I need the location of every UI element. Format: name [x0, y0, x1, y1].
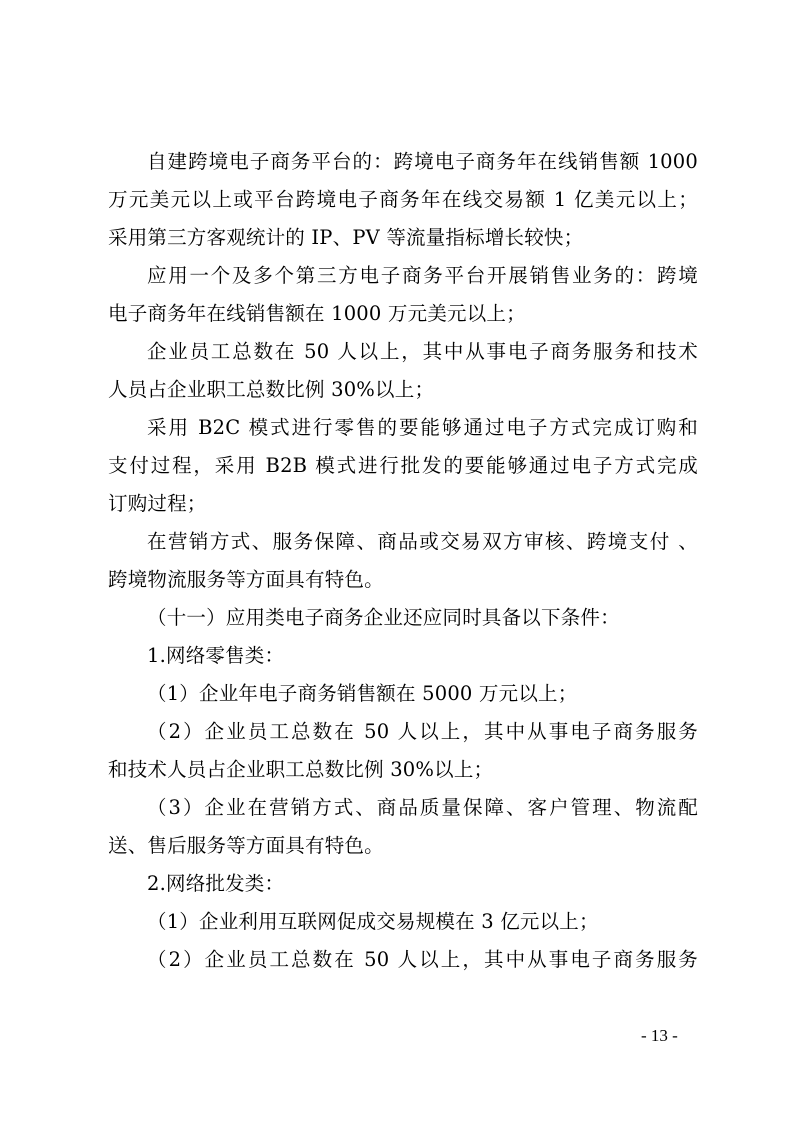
- subsection-heading: 2.网络批发类：: [147, 872, 285, 895]
- paragraph-line: 人员占企业职工总数比例 30%以上；: [108, 378, 435, 401]
- page-number: - 13 -: [641, 1026, 678, 1045]
- paragraph-line: 送、售后服务等方面具有特色。: [108, 834, 384, 857]
- paragraph-line: 采用第三方客观统计的 IP、PV 等流量指标增长较快；: [108, 226, 584, 249]
- paragraph-line: 在营销方式、服务保障、商品或交易双方审核、跨境支付 、: [147, 530, 698, 553]
- paragraph-line: 万元美元以上或平台跨境电子商务年在线交易额 1 亿美元以上；: [108, 188, 698, 211]
- paragraph-line: 企业员工总数在 50 人以上，其中从事电子商务服务和技术: [147, 340, 698, 363]
- paragraph-line: 自建跨境电子商务平台的：跨境电子商务年在线销售额 1000: [147, 150, 698, 173]
- list-item: （1）企业利用互联网促成交易规模在 3 亿元以上；: [147, 910, 599, 933]
- paragraph-line: 应用一个及多个第三方电子商务平台开展销售业务的：跨境: [147, 264, 698, 287]
- subsection-heading: 1.网络零售类：: [147, 644, 285, 667]
- list-item: （2）企业员工总数在 50 人以上，其中从事电子商务服务: [147, 720, 698, 743]
- list-item: （1）企业年电子商务销售额在 5000 万元以上；: [147, 682, 578, 705]
- paragraph-line: 跨境物流服务等方面具有特色。: [108, 568, 384, 591]
- paragraph-line: 电子商务年在线销售额在 1000 万元美元以上；: [108, 302, 526, 325]
- list-item: （2）企业员工总数在 50 人以上，其中从事电子商务服务: [147, 948, 698, 971]
- paragraph-line: 支付过程，采用 B2B 模式进行批发的要能够通过电子方式完成: [108, 454, 698, 477]
- list-item: （3）企业在营销方式、商品质量保障、客户管理、物流配: [147, 796, 698, 819]
- paragraph-line: 订购过程；: [108, 492, 207, 515]
- paragraph-line: 采用 B2C 模式进行零售的要能够通过电子方式完成订购和: [147, 416, 698, 439]
- section-heading: （十一）应用类电子商务企业还应同时具备以下条件：: [147, 606, 620, 629]
- paragraph-line: 和技术人员占企业职工总数比例 30%以上；: [108, 758, 494, 781]
